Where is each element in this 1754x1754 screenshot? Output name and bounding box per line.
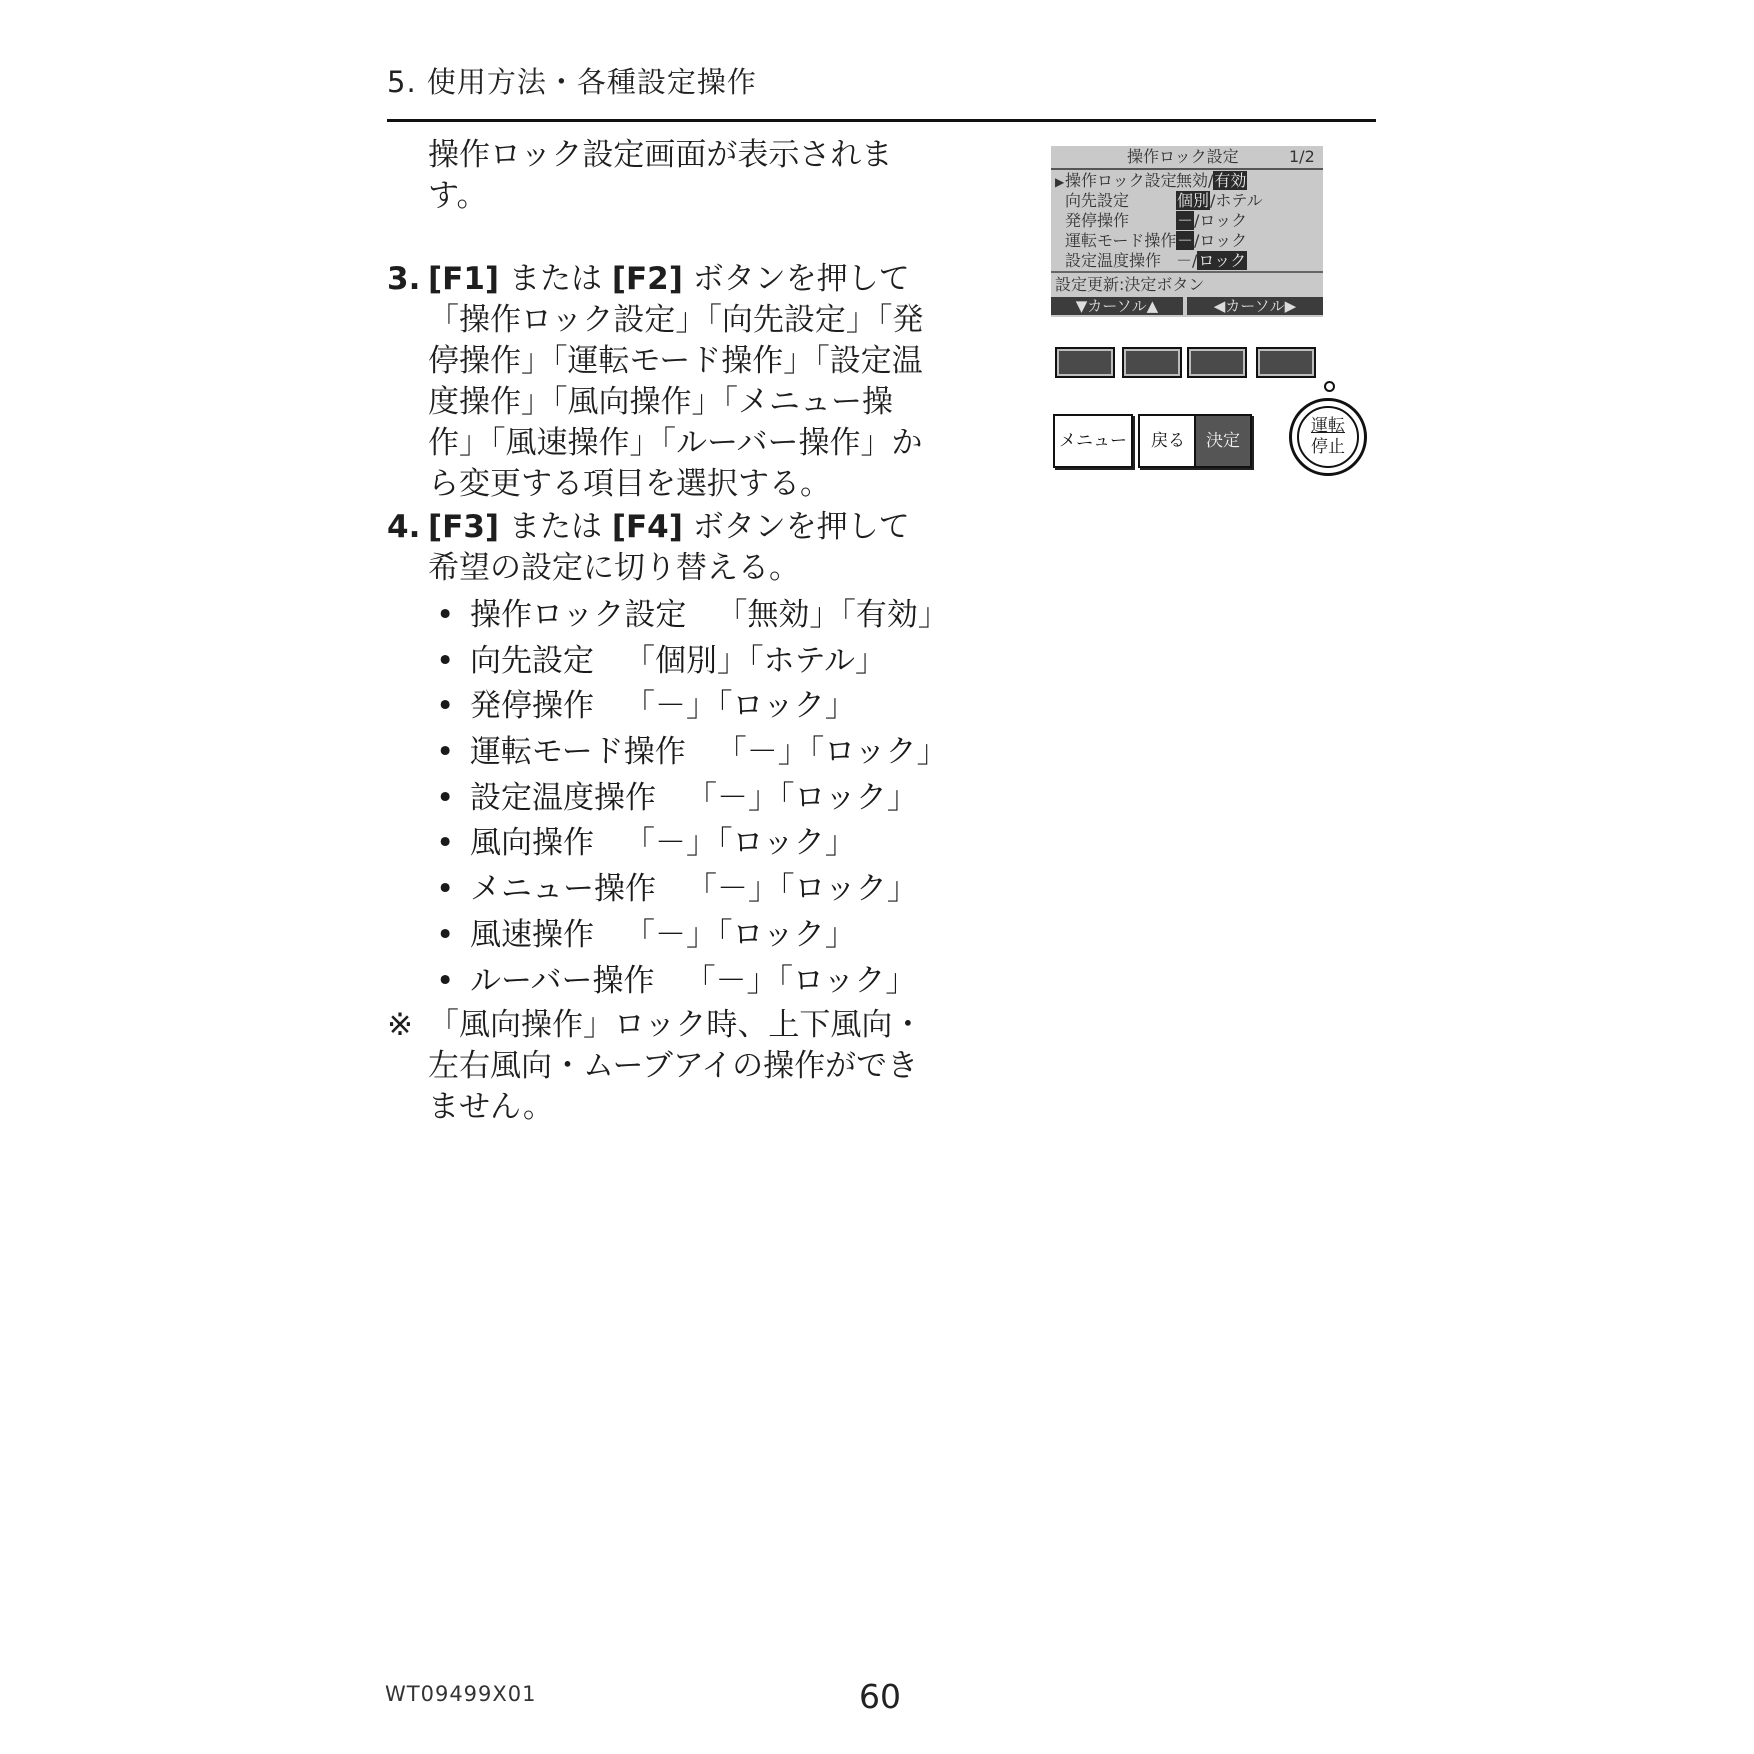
lcd-row-label: 発停操作 (1065, 211, 1130, 230)
note (387, 1005, 927, 1128)
f3-button[interactable] (1187, 347, 1247, 378)
f4-button[interactable] (1256, 347, 1316, 378)
option-values: 「－」「ロック」 (624, 825, 856, 862)
lcd-screen (1051, 146, 1323, 317)
lcd-row (1055, 191, 1263, 211)
lcd-row-selected: － (1177, 231, 1194, 250)
power-label-stop: 停止 (1311, 437, 1345, 457)
step-4 (387, 507, 927, 589)
list-item (436, 867, 949, 913)
lcd-row-value: －/ (1176, 251, 1198, 270)
back-button[interactable]: 戻る (1138, 414, 1198, 468)
key-f2: [F2] (611, 261, 683, 297)
lcd-page: 1/2 (1289, 147, 1315, 166)
lcd-row-value: /ロック (1194, 211, 1248, 230)
menu-button[interactable]: メニュー (1053, 414, 1133, 468)
bullet-icon: • (436, 916, 455, 953)
option-values: 「－」「ロック」 (684, 962, 917, 999)
lcd-divider (1051, 271, 1323, 273)
option-values: 「個別」「ホテル」 (624, 642, 886, 679)
option-values: 「－」「ロック」 (686, 779, 918, 816)
bullet-icon: • (436, 642, 455, 679)
lcd-row (1055, 211, 1248, 231)
lcd-row-selected: 有効 (1214, 171, 1247, 190)
lcd-row (1055, 171, 1247, 191)
step-conj: または (499, 261, 612, 297)
option-name: 発停操作 (470, 688, 594, 725)
document-code: WT09499X01 (385, 1682, 537, 1706)
lcd-row (1055, 251, 1247, 271)
option-values: 「無効」「有効」 (716, 597, 949, 633)
list-item (436, 684, 949, 730)
status-led-icon (1324, 381, 1335, 392)
list-item (436, 821, 949, 867)
lcd-title: 操作ロック設定 (1127, 147, 1239, 166)
option-name: 風向操作 (470, 825, 594, 862)
key-f4: [F4] (611, 509, 683, 545)
step-conj: または (499, 509, 612, 545)
option-name: 設定温度操作 (470, 779, 656, 816)
lcd-row-value: /ロック (1194, 231, 1248, 250)
power-label-run: 運転 (1311, 416, 1345, 436)
lcd-softkey-left: ▼カーソル▲ (1051, 297, 1183, 315)
option-values: 「－」「ロック」 (686, 871, 918, 908)
page-number: 60 (859, 1677, 901, 1716)
lcd-softkey-right: ◀カーソル▶ (1187, 297, 1323, 315)
option-name: ルーバー操作 (470, 962, 655, 999)
f1-button[interactable] (1055, 347, 1115, 378)
note-mark: ※ (387, 1007, 413, 1043)
lcd-row-selected: 個別 (1177, 191, 1210, 210)
enter-button[interactable]: 決定 (1194, 414, 1252, 468)
option-name: 風速操作 (470, 916, 594, 953)
lcd-cursor-icon: ▶ (1055, 175, 1065, 189)
lcd-row-selected: － (1177, 211, 1194, 230)
page-header-title: 5. 使用方法・各種設定操作 (387, 65, 757, 99)
bullet-icon: • (436, 734, 455, 771)
step-number: 3. (387, 261, 421, 297)
option-name: 向先設定 (470, 642, 594, 679)
lcd-row-value: 無効/ (1176, 171, 1214, 190)
bullet-icon: • (436, 688, 455, 725)
setting-options-list (436, 593, 949, 1004)
lcd-row-selected: ロック (1198, 251, 1247, 270)
option-values: 「－」「ロック」 (715, 734, 948, 771)
list-item (436, 730, 949, 776)
bullet-icon: • (436, 962, 455, 999)
option-name: メニュー操作 (470, 871, 656, 908)
key-f3: [F3] (428, 509, 500, 545)
lcd-row-label: 向先設定 (1065, 191, 1130, 210)
key-f1: [F1] (428, 261, 500, 297)
note-text: 「風向操作」ロック時、上下風向・左右風向・ムーブアイの操作ができません。 (428, 1007, 924, 1125)
list-item (436, 593, 949, 639)
intro-text: 操作ロック設定画面が表示されます。 (428, 137, 893, 214)
list-item (436, 913, 949, 959)
lcd-row-label: 設定温度操作 (1065, 251, 1162, 270)
lcd-row-value: /ホテル (1210, 191, 1263, 210)
lcd-row-label: 運転モード操作 (1065, 231, 1177, 250)
list-item (436, 639, 949, 685)
step-text: ボタンを押して希望の設定に切り替える。 (428, 509, 910, 586)
lcd-row-label: 操作ロック設定 (1065, 171, 1177, 190)
run-stop-button[interactable] (1289, 398, 1367, 476)
list-item (436, 776, 949, 822)
step-3 (387, 259, 927, 505)
option-name: 操作ロック設定 (470, 597, 687, 633)
bullet-icon: • (436, 597, 455, 633)
bullet-icon: • (436, 779, 455, 816)
list-item (436, 959, 949, 1005)
step-number: 4. (387, 509, 421, 545)
bullet-icon: • (436, 871, 455, 908)
option-values: 「－」「ロック」 (624, 688, 856, 725)
option-name: 運転モード操作 (470, 734, 686, 771)
lcd-hint: 設定更新:決定ボタン (1055, 275, 1205, 294)
step-text: ボタンを押して「操作ロック設定」「向先設定」「発停操作」「運転モード操作」「設定温度操作」「風向操作」「メニュー操作」「風速操作」「ルーバー操作」から変更する項目を選択する。 (428, 261, 924, 502)
bullet-icon: • (436, 825, 455, 862)
option-values: 「－」「ロック」 (624, 916, 856, 953)
lcd-title-bar (1051, 146, 1323, 170)
f2-button[interactable] (1122, 347, 1182, 378)
header-rule (387, 119, 1376, 122)
lcd-row (1055, 231, 1248, 251)
